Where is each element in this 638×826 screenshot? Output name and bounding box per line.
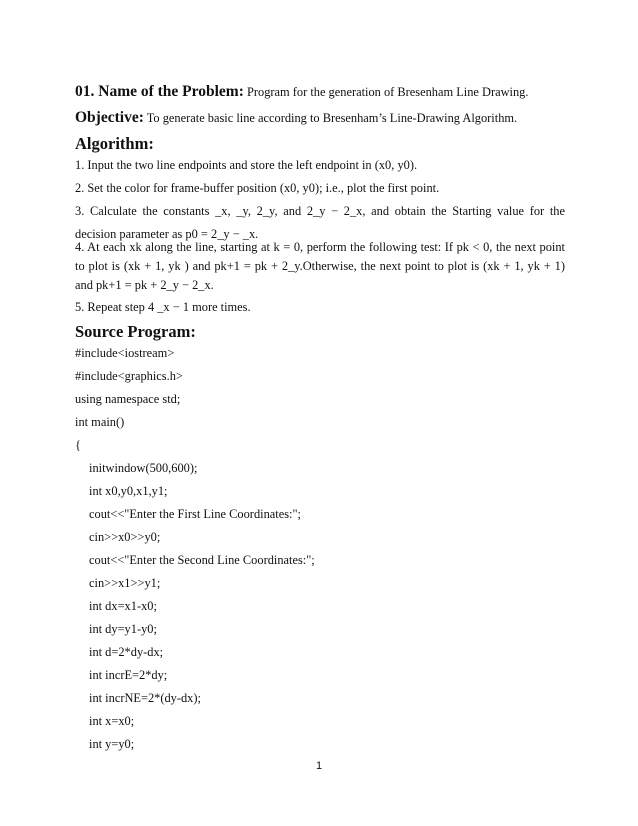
problem-line (75, 80, 565, 104)
code-line: int x0,y0,x1,y1; (89, 484, 168, 498)
code-line: using namespace std; (75, 392, 181, 406)
code-line: int incrE=2*dy; (89, 668, 168, 682)
code-line: int x=x0; (89, 714, 135, 728)
code-line: int incrNE=2*(dy-dx); (89, 691, 201, 705)
objective-line (75, 106, 565, 130)
algorithm-step: 3. Calculate the constants _x, _y, 2_y, and 2_y − 2_x, and obtain the Starting value for the decision parameter as p0 = 2_y − _x. (75, 204, 565, 241)
problem-text: Program for the generation of Bresenham Line Drawing. (247, 85, 529, 99)
source-heading: Source Program: (75, 322, 196, 341)
code-line: int d=2*dy-dx; (89, 645, 164, 659)
code-line: int main() (75, 415, 125, 429)
code-line: cout<<"Enter the First Line Coordinates:"; (89, 507, 301, 521)
algorithm-step: 2. Set the color for frame-buffer position (x0, y0); i.e., plot the first point. (75, 181, 440, 195)
algorithm-step: 1. Input the two line endpoints and store the left endpoint in (x0, y0). (75, 158, 418, 172)
code-line: #include<graphics.h> (75, 369, 183, 383)
code-line: cin>>x0>>y0; (89, 530, 161, 544)
objective-label: Objective: (75, 109, 144, 126)
algorithm-heading: Algorithm: (75, 134, 154, 153)
algorithm-step: 4. At each xk along the line, starting at k = 0, perform the following test: If pk < 0, the next point to plot is (xk + 1, yk ) and pk+1 = pk + 2_y.Otherwise, the next point to plot is (xk + 1, yk + 1) and pk+1 = pk + 2_y − 2_x. (75, 240, 565, 292)
code-line: { (75, 438, 81, 452)
code-line: int y=y0; (89, 737, 135, 751)
code-line: cout<<"Enter the Second Line Coordinates:"; (89, 553, 315, 567)
code-line: cin>>x1>>y1; (89, 576, 161, 590)
problem-label: 01. Name of the Problem: (75, 83, 244, 100)
code-line: int dx=x1-x0; (89, 599, 157, 613)
code-line: #include<iostream> (75, 346, 175, 360)
page-number: 1 (315, 760, 323, 772)
code-line: int dy=y1-y0; (89, 622, 157, 636)
code-line: initwindow(500,600); (89, 461, 198, 475)
objective-text: To generate basic line according to Bresenham’s Line-Drawing Algorithm. (146, 111, 518, 125)
algorithm-step: 5. Repeat step 4 _x − 1 more times. (75, 300, 251, 314)
